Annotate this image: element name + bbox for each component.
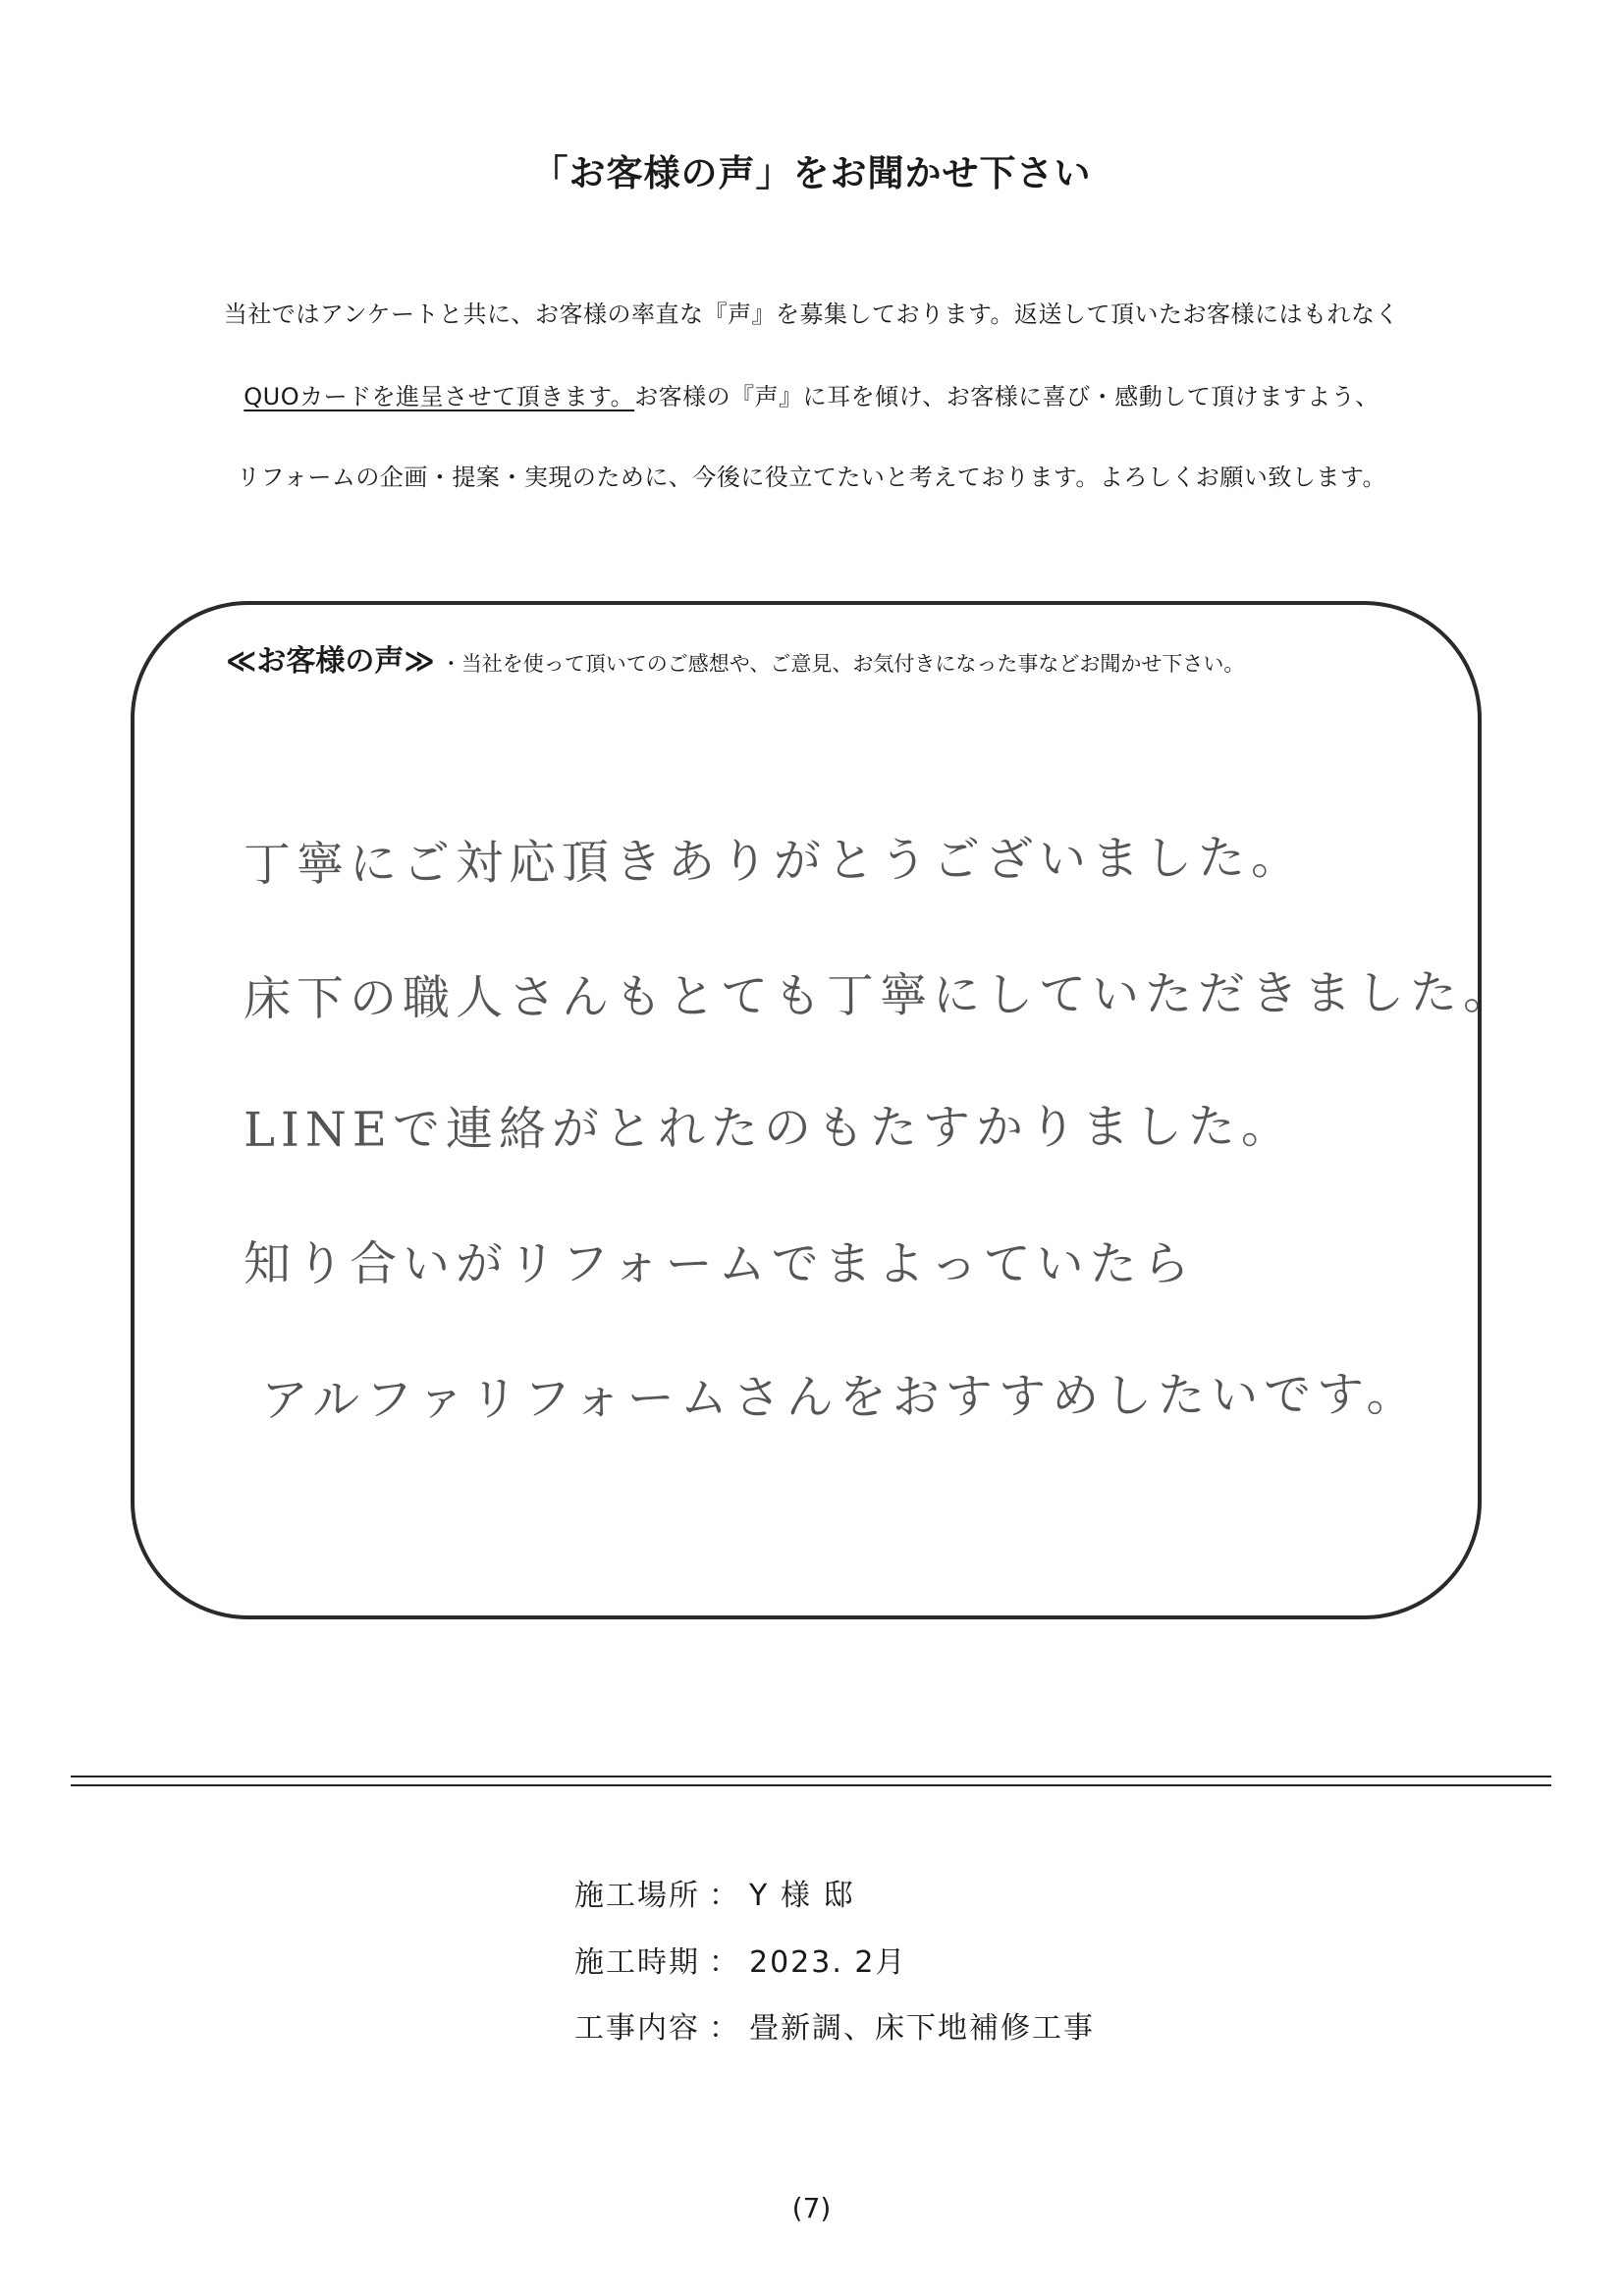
separator: ： [709,1879,740,1913]
voice-box-header [226,636,1244,680]
page-number: (7) [791,2192,832,2224]
work-content-row [574,2003,1095,2047]
page-title: 「お客様の声」をお聞かせ下さい [531,152,1092,194]
handwritten-line-2: 床下の職人さんもとても丁寧にしていただきました。 [243,964,1517,1027]
divider-rule-bottom [71,1784,1551,1786]
voice-box-subheading: ・当社を使って頂いてのご感想や、ご意見、お気付きになった事などお聞かせ下さい。 [440,652,1245,676]
divider-rule-top [71,1776,1551,1777]
quo-card-notice: QUOカードを進呈させて頂きます。 [243,383,635,410]
intro-line-2-rest: お客様の『声』に耳を傾け、お客様に喜び・感動して頂けますよう、 [634,383,1380,410]
intro-line-2 [0,377,1623,411]
construction-period-value: 2023. 2月 [749,1945,907,1980]
work-content-value: 畳新調、床下地補修工事 [749,2011,1095,2046]
construction-period-row [574,1938,907,1981]
construction-location-value: Y 様 邸 [749,1879,855,1913]
construction-location-row [574,1871,854,1914]
intro-line-3: リフォームの企画・提案・実現のために、今後に役立てたいと考えております。よろしくお願い致します。 [237,464,1386,491]
handwritten-line-1: 丁寧にご対応頂きありがとうございました。 [243,830,1305,893]
handwritten-line-3: LINEで連絡がとれたのもたすかりました。 [243,1099,1295,1158]
separator: ： [709,2011,740,2046]
intro-line-1: 当社ではアンケートと共に、お客様の率直な『声』を募集しております。返送して頂いたお客様にはもれなく [223,301,1400,328]
separator: ： [709,1945,740,1980]
construction-location-label: 施工場所 [574,1879,700,1913]
work-content-label: 工事内容 [574,2011,700,2046]
construction-period-label: 施工時期 [574,1945,700,1980]
handwritten-line-5: アルファリフォームさんをおすすめしたいです。 [260,1366,1420,1429]
voice-box-heading: ≪お客様の声≫ [226,644,435,679]
handwritten-line-4: 知り合いがリフォームでまよっていたら [243,1236,1196,1291]
